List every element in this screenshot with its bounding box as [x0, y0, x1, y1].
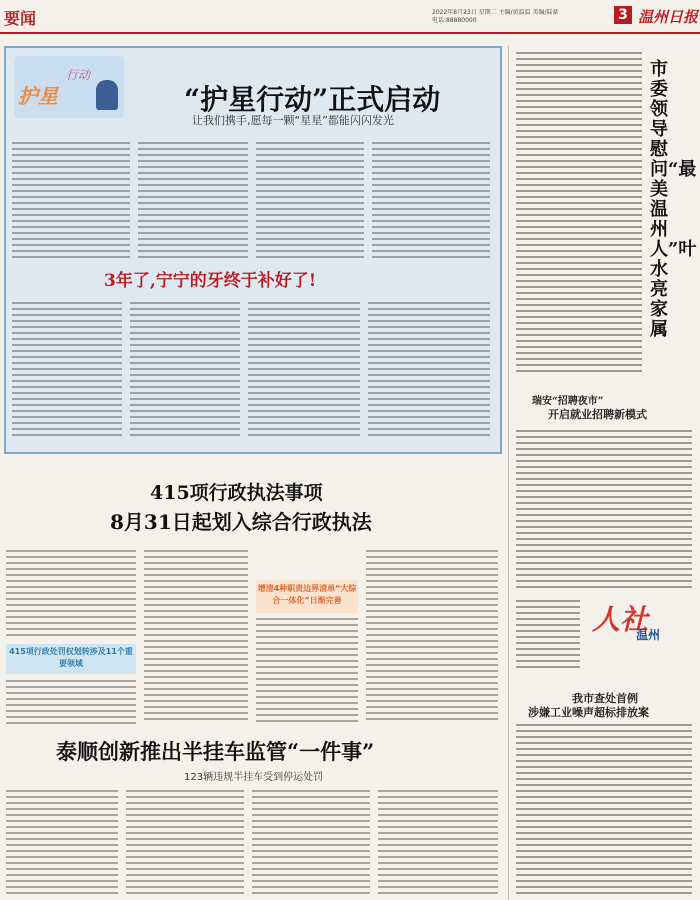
ad-text-big: 人社 — [592, 603, 649, 636]
article-body — [368, 300, 490, 440]
article-body — [516, 722, 692, 894]
date-line — [432, 9, 607, 25]
article-body — [516, 50, 642, 376]
noise-case-title: 我市查处首例 — [572, 692, 638, 705]
ad-text-small: 温州 — [636, 628, 661, 642]
article-body — [130, 300, 240, 440]
article-body — [126, 788, 244, 894]
date-text: 2022年8月23日 星期二 主编/黄温温 美编/陆豪 — [432, 9, 559, 16]
article-body — [6, 678, 136, 724]
article-body — [248, 300, 360, 440]
logo-text-main: 护星 — [18, 84, 58, 108]
article-body — [256, 616, 358, 724]
job-fair-title: 瑞安“招聘夜市” — [532, 396, 604, 407]
noise-case-subtitle: 涉嫌工业噪声超标排放案 — [528, 706, 649, 719]
callout-box-1: 415项行政处罚权划转涉及11个重要领域 — [6, 644, 136, 674]
article-body — [372, 140, 490, 260]
enforcement-headline-2: 8月31日起划入综合行政执法 — [110, 510, 372, 534]
vertical-headline: 市委领导慰问“最美温州人”叶水亮家属 — [650, 59, 697, 340]
article-body — [12, 300, 122, 440]
article-body — [256, 140, 364, 260]
article-body — [366, 548, 498, 724]
article-body — [516, 598, 580, 668]
section-title: 要闻 — [4, 9, 37, 28]
article-body — [6, 548, 136, 640]
logo-text-sub: 行动 — [66, 68, 91, 82]
article-body — [252, 788, 370, 894]
taishun-headline: 泰顺创新推出半挂车监管“一件事” — [56, 739, 375, 764]
feature-headline: “护星行动”正式启动 — [184, 83, 441, 116]
girl-illustration-icon — [96, 80, 118, 110]
feature-subheadline: 让我们携手,愿每一颗“星星”都能闪闪发光 — [192, 114, 394, 127]
inner-headline: 3年了,宁宁的牙终于补好了! — [104, 271, 317, 291]
taishun-subheadline: 123辆违规半挂车受到停运处罚 — [184, 772, 324, 783]
article-body — [138, 140, 248, 260]
article-body — [516, 428, 692, 588]
article-body — [12, 140, 130, 260]
newspaper-logo: 温州日报 — [638, 8, 699, 26]
column-divider — [508, 46, 509, 900]
phone-text: 电话:88880000 — [432, 17, 477, 24]
article-body — [378, 788, 498, 894]
enforcement-headline-1: 415项行政执法事项 — [150, 482, 323, 504]
article-body — [6, 788, 118, 894]
callout-box-2: 增清4种职责边界清单“大综合一体化”日渐完善 — [256, 580, 358, 613]
page-number: 3 — [614, 6, 632, 24]
article-body — [144, 548, 248, 724]
job-fair-subtitle: 开启就业招聘新模式 — [548, 408, 647, 421]
